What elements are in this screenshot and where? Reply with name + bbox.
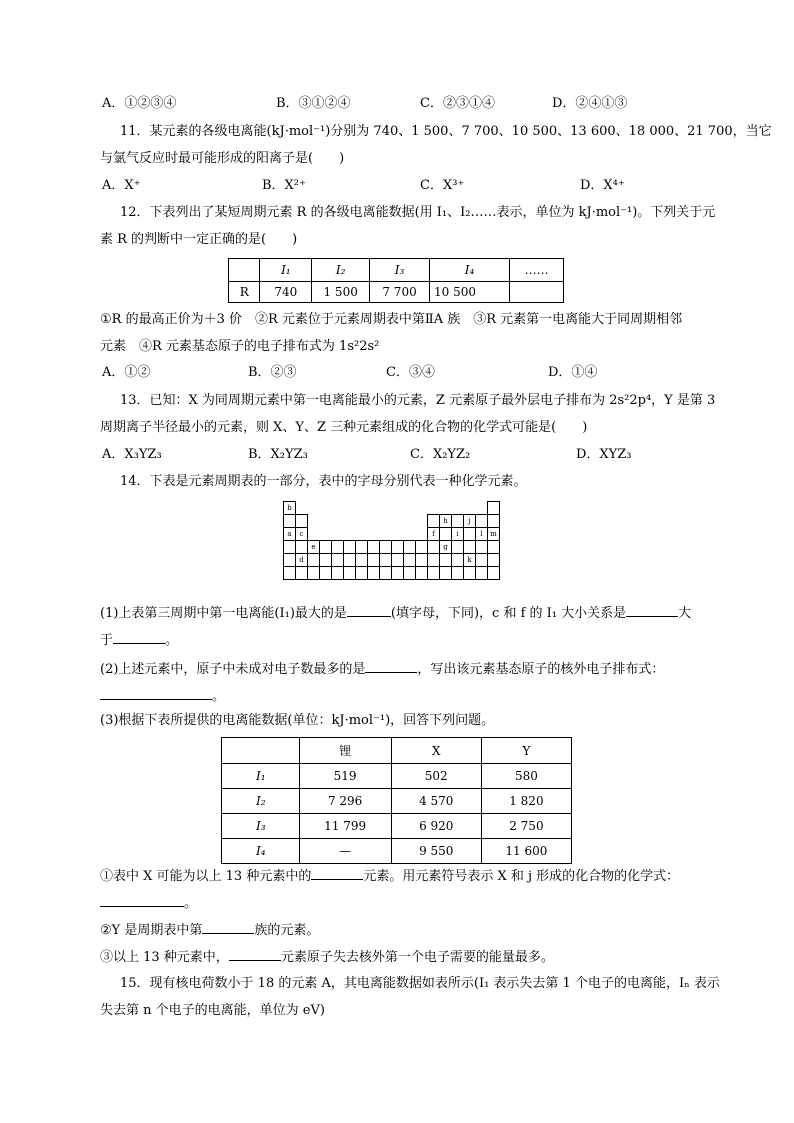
q12-option-c: C．③④ [386, 365, 435, 380]
q12-table-cell: R [229, 282, 260, 303]
pt-cell-m: m [488, 528, 500, 541]
pt-cell-e: e [308, 541, 320, 554]
q14-table-cell: — [299, 839, 391, 864]
q14-table-cell: 9 550 [391, 839, 481, 864]
q14-sub1-text-c: 。 [184, 896, 198, 911]
q14-table-header-cell: 锂 [299, 738, 391, 764]
q14-table-cell: 519 [299, 764, 391, 789]
q12-line1: 12．下表列出了某短周期元素 R 的各级电离能数据(用 I₁、I₂……表示，单位为 kJ·mol⁻¹)。下列关于元 [120, 205, 716, 220]
q14-sub3-text-b: 元素原子失去核外第一个电子需要的能量最多。 [280, 950, 554, 965]
q12-table-header-cell: …… [510, 259, 564, 282]
q11-option-d: D．X⁴⁺ [580, 178, 625, 193]
q12-table-cell: 740 [260, 282, 312, 303]
answer-blank[interactable] [626, 604, 678, 617]
q14-sub3 [100, 948, 554, 966]
q14-table-cell: 11 600 [481, 839, 571, 864]
q14-table-header-cell [222, 738, 300, 764]
answer-blank[interactable] [311, 867, 363, 880]
pt-cell-l: l [476, 528, 488, 541]
q12-option-d: D．①④ [548, 365, 598, 380]
pt-cell-k: k [464, 554, 476, 567]
q12-line2: 素 R 的判断中一定正确的是( ) [100, 232, 298, 247]
pt-cell-d: d [296, 554, 308, 567]
q14-sub1-line1 [100, 867, 679, 885]
answer-blank[interactable] [347, 604, 391, 617]
q14-table-cell: 502 [391, 764, 481, 789]
q12-table-header-cell: I₃ [370, 259, 430, 282]
q12-table-header-cell: I₁ [260, 259, 312, 282]
q14-table-cell: 1 820 [481, 789, 571, 814]
q12-table-cell [510, 282, 564, 303]
q14-sub1-text-a: ①表中 X 可能为以上 13 种元素中的 [100, 869, 312, 884]
q14-sub1-text-b: 元素。用元素符号表示 X 和 j 形成的化合物的化学式： [363, 869, 680, 884]
q14-table-cell: 580 [481, 764, 571, 789]
q14-table-cell: 4 570 [391, 789, 481, 814]
q13-option-b: B．X₂YZ₃ [248, 447, 308, 462]
pt-cell [488, 502, 500, 515]
q13-option-c: C．X₂YZ₂ [410, 447, 471, 462]
q14-table-cell: I₄ [222, 839, 300, 864]
q14-part2-line2 [100, 687, 225, 705]
q12-table-cell: 7 700 [370, 282, 430, 303]
pt-cell-j: j [464, 515, 476, 528]
q14-table-cell: 7 296 [299, 789, 391, 814]
q14-table-cell: I₃ [222, 814, 300, 839]
q14-part2-text-b: ，写出该元素基态原子的核外电子排布式： [417, 662, 665, 677]
q14-table-header-cell: Y [481, 738, 571, 764]
q15-line1: 15．现有核电荷数小于 18 的元素 A，其电离能数据如表所示(I₁ 表示失去第 1 个电子的电离能，Iₙ 表示 [120, 976, 720, 991]
q13-line2: 周期离子半径最小的元素，则 X、Y、Z 三种元素组成的化合物的化学式可能是( ) [100, 420, 588, 435]
q12-table [228, 258, 564, 303]
q14-table-header-cell: X [391, 738, 481, 764]
q14-part1-text-d: 于 [100, 633, 114, 648]
q15-line2: 失去第 n 个电子的电离能，单位为 eV) [100, 1003, 325, 1018]
q14-ionization-table [221, 737, 572, 864]
q14-table-cell: I₁ [222, 764, 300, 789]
q11-option-c: C．X³⁺ [420, 178, 465, 193]
q14-table-cell: 11 799 [299, 814, 391, 839]
pt-cell-c: c [296, 528, 308, 541]
answer-blank[interactable] [202, 921, 254, 934]
q10-option-b: B．③①②④ [276, 96, 351, 111]
q12-statement-line1: ①R 的最高正价为＋3 价 ②R 元素位于元素周期表中第ⅡA 族 ③R 元素第一电离能大于同周期相邻 [100, 312, 683, 327]
q14-part2-text-c: 。 [212, 689, 226, 704]
pt-cell-g: g [440, 541, 452, 554]
q10-option-d: D．②④①③ [552, 96, 628, 111]
q13-line1: 13．已知：X 为同周期元素中第一电离能最小的元素，Z 元素原子最外层电子排布为 2s²2p⁴，Y 是第 3 [120, 393, 716, 408]
q13-option-d: D．XYZ₃ [576, 447, 632, 462]
q14-table-cell: 6 920 [391, 814, 481, 839]
q14-part2-text-a: (2)上述元素中，原子中未成对电子数最多的是 [100, 662, 366, 677]
q12-option-a: A．①② [102, 365, 151, 380]
q13-option-a: A．X₃YZ₃ [102, 447, 162, 462]
q14-periodic-table [283, 501, 500, 580]
pt-cell-i: i [452, 528, 464, 541]
pt-cell-a: a [284, 528, 296, 541]
q12-table-cell: 1 500 [312, 282, 370, 303]
pt-cell-h: h [440, 515, 452, 528]
q14-part1-text-a: (1)上表第三周期中第一电离能(I₁)最大的是 [100, 606, 347, 621]
answer-blank[interactable] [365, 660, 417, 673]
q14-sub2-text-b: 族的元素。 [254, 923, 320, 938]
q12-table-header-cell [229, 259, 260, 282]
q14-part1-text-e: 。 [165, 633, 179, 648]
q12-statement-line2: 元素 ④R 元素基态原子的电子排布式为 1s²2s² [100, 339, 380, 354]
q12-option-b: B．②③ [248, 365, 297, 380]
q14-part2-line1 [100, 660, 664, 678]
q11-option-a: A．X⁺ [102, 178, 141, 193]
q12-table-cell: 10 500 [429, 282, 509, 303]
answer-blank[interactable] [113, 631, 165, 644]
q11-line2: 与氯气反应时最可能形成的阳离子是( ) [100, 151, 345, 166]
q14-part3-intro: (3)根据下表所提供的电离能数据(单位：kJ·mol⁻¹)，回答下列问题。 [100, 713, 495, 728]
q12-table-header-cell: I₂ [312, 259, 370, 282]
q14-table-cell: I₂ [222, 789, 300, 814]
q14-sub1-line2 [100, 894, 197, 912]
answer-blank[interactable] [100, 894, 184, 907]
answer-blank[interactable] [100, 687, 212, 700]
q14-table-cell: 2 750 [481, 814, 571, 839]
pt-cell-f: f [428, 528, 440, 541]
q10-option-a: A．①②③④ [102, 96, 177, 111]
q10-option-c: C．②③①④ [420, 96, 495, 111]
pt-cell-b: b [284, 502, 296, 515]
q14-intro: 14．下表是元素周期表的一部分，表中的字母分别代表一种化学元素。 [120, 474, 527, 489]
q14-sub2 [100, 921, 319, 939]
q12-table-header-cell: I₄ [429, 259, 509, 282]
q14-part1-line2 [100, 631, 178, 649]
q14-part1-text-c: 大 [678, 606, 692, 621]
q14-part1-line1 [100, 604, 691, 622]
q11-line1: 11．某元素的各级电离能(kJ·mol⁻¹)分别为 740、1 500、7 700、10 500、13 600、18 000、21 700，当它 [120, 124, 772, 139]
answer-blank[interactable] [229, 948, 281, 961]
q14-sub3-text-a: ③以上 13 种元素中， [100, 950, 229, 965]
q14-part1-text-b: (填字母，下同)，c 和 f 的 I₁ 大小关系是 [390, 606, 627, 621]
q14-sub2-text-a: ②Y 是周期表中第 [100, 923, 203, 938]
q11-option-b: B．X²⁺ [262, 178, 306, 193]
